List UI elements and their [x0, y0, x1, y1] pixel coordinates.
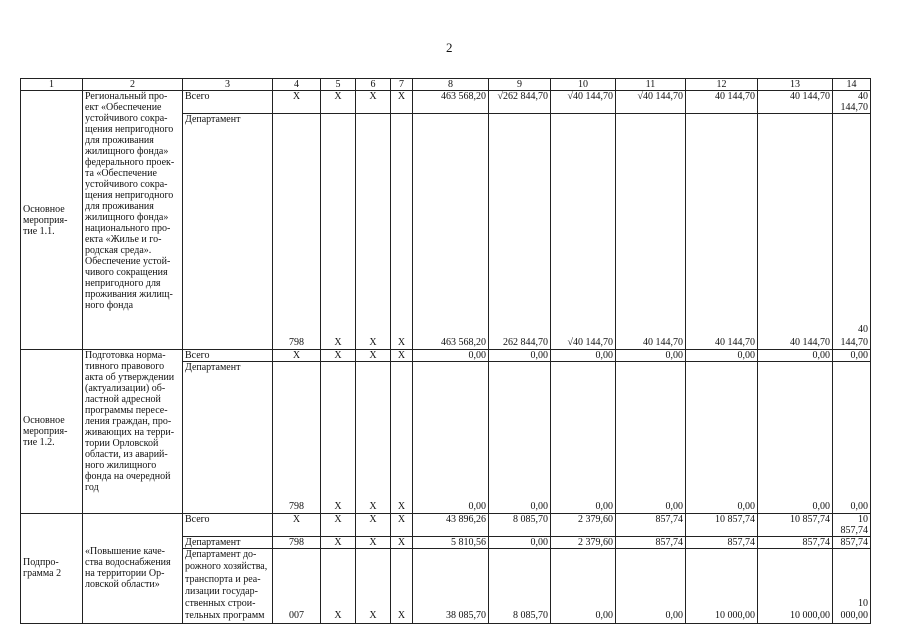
cell: X: [391, 537, 413, 549]
row-description: Подготовка норма-тивного правового акта об утверждении (актуализации) об-ластной адресной программы пересе-ления граждан, про-живающих на терри-тории Орловской области, из аварий-ного жилищного фонда на очередной год: [83, 350, 183, 514]
cell: 0,00: [686, 362, 758, 514]
header-cell: 12: [686, 79, 758, 91]
cell: X: [391, 362, 413, 514]
header-cell: 5: [321, 79, 356, 91]
cell: 8 085,70: [489, 549, 551, 624]
cell: 007: [273, 549, 321, 624]
cell: 40 144,70: [686, 114, 758, 350]
table-row: [21, 514, 871, 537]
cell: 0,00: [616, 350, 686, 362]
budget-table: [20, 78, 871, 624]
cell: 0,00: [551, 350, 616, 362]
cell: 40 144,70: [833, 114, 871, 350]
cell: 0,00: [413, 350, 489, 362]
cell: X: [321, 514, 356, 537]
cell: 43 896,26: [413, 514, 489, 537]
cell: 10 857,74: [758, 514, 833, 537]
header-cell: 13: [758, 79, 833, 91]
cell: 857,74: [686, 537, 758, 549]
cell: 0,00: [489, 362, 551, 514]
cell: 463 568,20: [413, 91, 489, 114]
cell: 10 857,74: [833, 514, 871, 537]
cell: 0,00: [616, 362, 686, 514]
cell: 798: [273, 114, 321, 350]
cell: X: [356, 362, 391, 514]
cell: 40 144,70: [686, 91, 758, 114]
cell: √40 144,70: [616, 91, 686, 114]
cell: 10 000,00: [686, 549, 758, 624]
row-code: Основное мероприя-тие 1.1.: [21, 91, 83, 350]
row-code: Подпро-грамма 2: [21, 514, 83, 624]
header-cell: 10: [551, 79, 616, 91]
cell: 40 144,70: [833, 91, 871, 114]
cell: X: [321, 114, 356, 350]
cell: 0,00: [489, 350, 551, 362]
cell: 0,00: [833, 350, 871, 362]
cell: X: [321, 537, 356, 549]
cell: X: [356, 537, 391, 549]
cell: 8 085,70: [489, 514, 551, 537]
cell: X: [321, 549, 356, 624]
cell: X: [391, 114, 413, 350]
cell: 10 000,00: [833, 549, 871, 624]
cell: 0,00: [413, 362, 489, 514]
cell: 2 379,60: [551, 537, 616, 549]
cell: X: [391, 549, 413, 624]
cell: 857,74: [833, 537, 871, 549]
cell: X: [356, 549, 391, 624]
cell: 0,00: [551, 362, 616, 514]
header-cell: 2: [83, 79, 183, 91]
cell: X: [321, 362, 356, 514]
cell: 2 379,60: [551, 514, 616, 537]
cell: 0,00: [833, 362, 871, 514]
cell: X: [321, 91, 356, 114]
cell: X: [356, 514, 391, 537]
header-cell: 4: [273, 79, 321, 91]
cell: 798: [273, 362, 321, 514]
executor-label: Департамент: [183, 362, 273, 514]
row-description: Региональный про-ект «Обеспечение устойчивого сокра-щения непригодного для проживания жилищного фонда» федерального проек-та «Обеспечение устойчивого сокра-щения непригодного для проживания жилищного фонда» национального про-екта «Жилье и го-родская среда». Обеспечение устой-чивого сокращения непригодного для проживания жилищ-ного фонда: [83, 91, 183, 350]
cell: 857,74: [616, 537, 686, 549]
cell: 0,00: [551, 549, 616, 624]
row-code: Основное мероприя-тие 1.2.: [21, 350, 83, 514]
cell: X: [273, 514, 321, 537]
cell: 38 085,70: [413, 549, 489, 624]
header-cell: 11: [616, 79, 686, 91]
cell: X: [356, 350, 391, 362]
cell: 0,00: [616, 549, 686, 624]
page-number: 2: [446, 40, 453, 55]
cell: 798: [273, 537, 321, 549]
cell: X: [391, 91, 413, 114]
cell: 40 144,70: [758, 91, 833, 114]
executor-label: Департамент: [183, 537, 273, 549]
executor-label: Всего: [183, 350, 273, 362]
table-row: [21, 350, 871, 362]
cell: 463 568,20: [413, 114, 489, 350]
cell: 857,74: [616, 514, 686, 537]
row-description: «Повышение каче-ства водоснабжения на территории Ор-ловской области»: [83, 514, 183, 624]
cell: 5 810,56: [413, 537, 489, 549]
cell: X: [356, 91, 391, 114]
cell: 0,00: [489, 537, 551, 549]
cell: X: [391, 514, 413, 537]
cell: X: [321, 350, 356, 362]
table-row: [21, 91, 871, 114]
cell: √40 144,70: [551, 114, 616, 350]
cell: X: [273, 350, 321, 362]
cell: X: [273, 91, 321, 114]
cell: 40 144,70: [758, 114, 833, 350]
cell: 0,00: [686, 350, 758, 362]
cell: 40 144,70: [616, 114, 686, 350]
cell: 10 000,00: [758, 549, 833, 624]
cell: 0,00: [758, 362, 833, 514]
executor-label: Департамент: [183, 114, 273, 350]
header-cell: 9: [489, 79, 551, 91]
header-cell: 14: [833, 79, 871, 91]
header-cell: 8: [413, 79, 489, 91]
header-cell: 7: [391, 79, 413, 91]
cell: 857,74: [758, 537, 833, 549]
executor-label: Всего: [183, 91, 273, 114]
executor-label: Департамент до-рожного хозяйства, транспорта и реа-лизации государ-ственных строи-тельных программ: [183, 549, 273, 624]
cell: 10 857,74: [686, 514, 758, 537]
header-cell: 6: [356, 79, 391, 91]
cell: 262 844,70: [489, 114, 551, 350]
cell: √262 844,70: [489, 91, 551, 114]
header-cell: 3: [183, 79, 273, 91]
executor-label: Всего: [183, 514, 273, 537]
cell: 0,00: [758, 350, 833, 362]
cell: √40 144,70: [551, 91, 616, 114]
header-cell: 1: [21, 79, 83, 91]
cell: X: [391, 350, 413, 362]
cell: X: [356, 114, 391, 350]
header-row: [21, 79, 871, 91]
